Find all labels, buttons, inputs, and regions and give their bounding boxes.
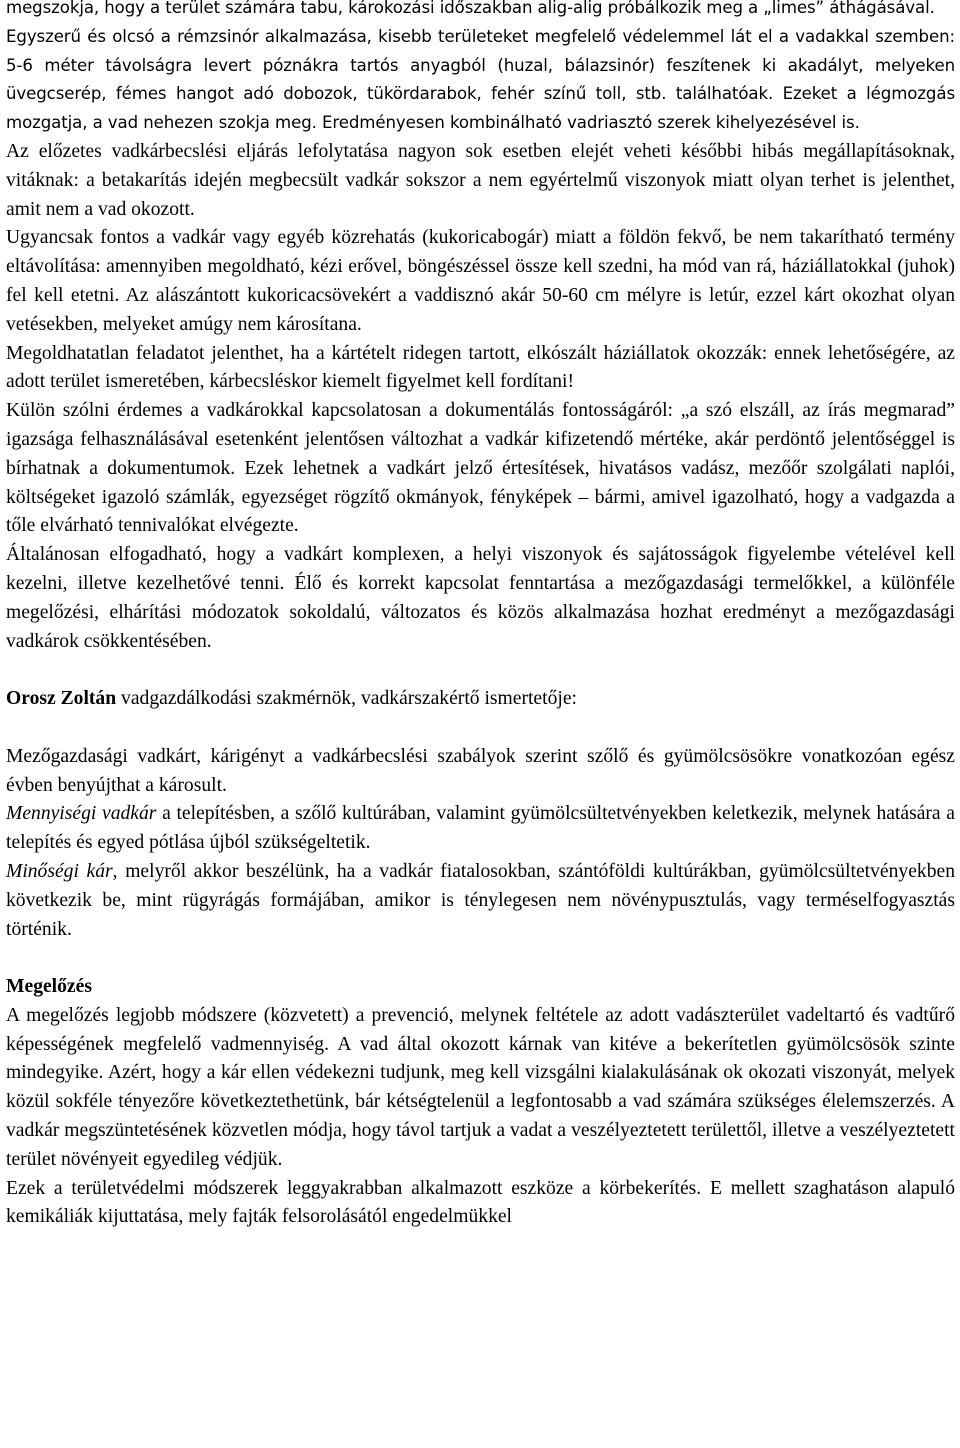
section-heading-text: Megelőzés xyxy=(6,976,92,998)
paragraph-mennyisegi-vadkar xyxy=(6,800,955,858)
section-heading-megelozes xyxy=(6,973,955,1002)
paragraph-minosegi-text: , melyről akkor beszélünk, ha a vadkár fiatalosokban, szántóföldi kultúrákban, gyümölcsültetvényekben következik be, mint rügyrágás formájában, amikor is ténylegesen nem növénypusztulás, vagy terméselfogyasztás történik. xyxy=(6,860,955,940)
paragraph-karigeny: Mezőgazdasági vadkárt, kárigényt a vadkárbecslési szabályok szerint szőlő és gyümölcsösökre vonatkozóan egész évben benyújthat a károsult. xyxy=(6,745,955,796)
spacer xyxy=(6,656,955,685)
paragraph-altalanosan: Általánosan elfogadható, hogy a vadkárt komplexen, a helyi viszonyok és sajátosságok figyelembe vételével kell kezelni, illetve kezelhetővé tenni. Élő és korrekt kapcsolat fenntartása a mezőgazdasági termelőkkel, a különféle megelőzési, elhárítási módozatok sokoldalú, változatos és közös alkalmazása hozhat eredményt a mezőgazdasági vadkárok csökkentésében. xyxy=(6,544,955,652)
term-minosegi-kar: Minőségi kár xyxy=(6,860,113,882)
paragraph-prevencio: A megelőzés legjobb módszere (közvetett) a prevenció, melynek feltétele az adott vadászterület vadeltartó és vadtűrő képességének megfelelő vadmennyiség. A vad által okozott kárnak van kitéve a bekerítetlen gyümölcsösök szinte mindegyike. Azért, hogy a kár ellen védekezni tudjunk, meg kell vizsgálni kialakulásának ok okozati viszonyát, melyek közül sokféle tényezőre következtethetünk, bár kétségtelenül a legfontosabb a vad számára szükséges élelemszerzés. A vadkár megszüntetésének közvetlen módja, hogy távol tartjuk a vadat a veszélyeztetett területtől, illetve a veszélyeztetett terület növényeit egyedileg védjük. xyxy=(6,1004,955,1170)
document-page xyxy=(6,0,955,1232)
paragraph-remzsinor xyxy=(6,23,955,138)
paragraph-mennyisegi-text: a telepítésben, a szőlő kultúrában, valamint gyümölcsültetvényekben keletkezik, melynek hatására a telepítés és egyed pótlása újból szükségeltetik. xyxy=(6,803,955,854)
paragraph-minosegi-kar xyxy=(6,858,955,944)
paragraph-limes: megszokja, hogy a terület számára tabu, károkozási időszakban alig-alig próbálkozik meg a „limes” áthágásával. xyxy=(6,0,935,17)
paragraph-elozetes-vadkarbecsles: Az előzetes vadkárbecslési eljárás lefolytatása nagyon sok esetben elejét veheti későbbi hibás megállapításoknak, vitáknak: a betakarítás idején megbecsült vadkár sokszor a nem egyértelmű viszonyok miatt olyan terhet is jelenthet, amit nem a vad okozott. xyxy=(6,140,955,220)
paragraph-hazialllatok: Megoldhatatlan feladatot jelenthet, ha a kártételt ridegen tartott, elkószált háziállatok okozzák: ennek lehetőségére, az adott terület ismeretében, kárbecsléskor kiemelt figyelmet kell fordítani! xyxy=(6,342,955,393)
author-heading xyxy=(6,685,955,714)
spacer xyxy=(6,714,955,743)
author-title: vadgazdálkodási szakmérnök, vadkárszakértő ismertetője: xyxy=(116,688,577,710)
paragraph-foldon-fekvo-termeny: Ugyancsak fontos a vadkár vagy egyéb közrehatás (kukoricabogár) miatt a földön fekvő, be nem takarítható termény eltávolítása: amennyiben megoldható, kézi erővel, böngészéssel össze kell szedni, ha mód van rá, háziállatokkal (juhok) fel kell etetni. Az alászántott kukoricacsövekért a vaddisznó akár 50-60 cm mélyre is letúr, ezzel kárt okozhat olyan vetésekben, melyeket amúgy nem károsítana. xyxy=(6,227,955,335)
paragraph-korbekerites: Ezek a területvédelmi módszerek leggyakrabban alkalmazott eszköze a körbekerítés. E mellett szaghatáson alapuló kemikáliák kijuttatása, mely fajták felsorolásától engedelmükkel xyxy=(6,1177,955,1228)
spacer xyxy=(6,944,955,973)
paragraph-remzsinor-serif-part: Ezeket a légmozgás mozgatja, a vad nehezen szokja meg. Eredményesen kombinálható vadriasztó szerek kihelyezésével is. xyxy=(6,84,955,133)
term-mennyisegi-vadkar: Mennyiségi vadkár xyxy=(6,803,157,825)
author-name: Orosz Zoltán xyxy=(6,688,117,710)
paragraph-remzsinor-sans-part: Egyszerű és olcsó a rémzsinór alkalmazása, kisebb területeket megfelelő védelemmel lát el a vadakkal szemben: 5-6 méter távolságra levert póznákra tartós anyagból (huzal, bálazsinór) feszítenek ki akadályt, melyeken üvegcserép, fémes hangot adó dobozok, tükördarabok, fehér színű toll, stb. találhatóak. xyxy=(6,26,955,104)
paragraph-dokumentalas: Külön szólni érdemes a vadkárokkal kapcsolatosan a dokumentálás fontosságáról: „a szó elszáll, az írás megmarad” igazsága felhasználásával esetenként jelentősen változhat a vadkár kifizetendő mértéke, akár perdöntő jelentőséggel is bírhatnak a dokumentumok. Ezek lehetnek a vadkárt jelző értesítések, hivatásos vadász, mezőőr szolgálati naplói, költségeket igazoló számlák, egyezséget rögzítő okmányok, fényképek – bármi, amivel igazolható, hogy a vadgazda a tőle elvárható tennivalókat elvégezte. xyxy=(6,400,955,537)
